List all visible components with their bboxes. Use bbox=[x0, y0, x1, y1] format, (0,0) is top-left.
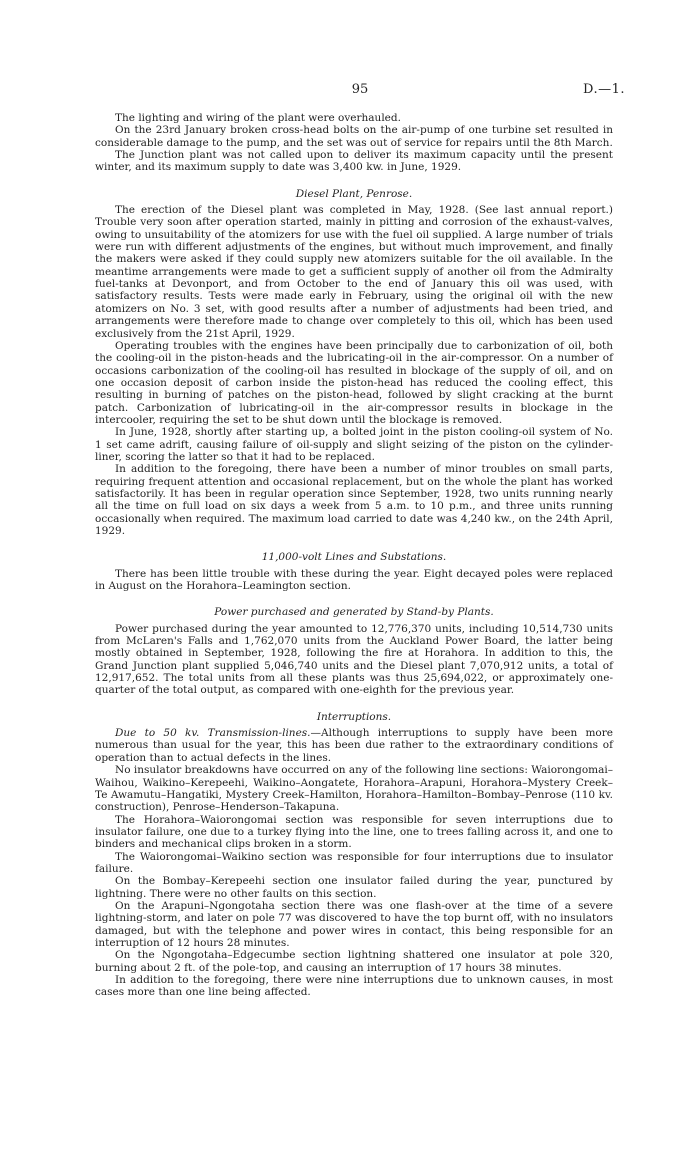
document-reference: D.—1. bbox=[583, 82, 625, 97]
document-body bbox=[95, 112, 613, 999]
paragraph: The Junction plant was not called upon to deliver its maximum capacity until the present winter, and its maximum supply to date was 3,400 kw. in June, 1929. bbox=[95, 149, 613, 174]
paragraph: In addition to the foregoing, there were nine interruptions due to unknown causes, in most cases more than one line being affected. bbox=[95, 974, 613, 999]
paragraph: Operating troubles with the engines have been principally due to carbonization of oil, both the cooling-oil in the piston-heads and the lubricating-oil in the air-compressor. On a number of occasions carbonization of the cooling-oil has resulted in blockage of the supply of oil, and on one occasion deposit of carbon inside the piston-head has reduced the cooling effect, this resulting in burning of patches on the piston-head, followed by slight cracking at the burnt patch. Carbonization of lubricating-oil in the air-compressor results in blockage in the intercooler, requiring the set to be shut down until the blockage is removed. bbox=[95, 339, 613, 426]
run-in-heading: Due to 50 kv. Transmission-lines. bbox=[115, 727, 311, 740]
paragraph: In June, 1928, shortly after starting up, a bolted joint in the piston cooling-oil system of No. 1 set came adrift, causing failure of oil-supply and slight seizing of the piston on the cylinder-liner, scoring the latter so that it had to be replaced. bbox=[95, 426, 613, 463]
section-heading-diesel-plant: Diesel Plant, Penrose. bbox=[295, 187, 413, 200]
paragraph: On the Ngongotaha–Edgecumbe section lightning shattered one insulator at pole 320, burning about 2 ft. of the pole-top, and causing an interruption of 17 hours 38 minutes. bbox=[95, 949, 613, 974]
paragraph: No insulator breakdowns have occurred on any of the following line sections: Waiorongomai–Waihou, Waikino–Kerepeehi, Waikino–Aongatete, Horahora–Arapuni, Horahora–Mystery Creek–Te Awamutu–Hangatiki, Mystery Creek–Hamilton, Horahora–Hamilton–Bombay–Penrose (110 kv. construction), Penrose–Henderson–Takapuna. bbox=[95, 764, 613, 814]
section-heading-power-purchased: Power purchased and generated by Stand-by Plants. bbox=[214, 606, 494, 619]
paragraph: In addition to the foregoing, there have been a number of minor troubles on small parts, requiring frequent attention and occasional replacement, but on the whole the plant has worked satisfactorily. It has been in regular operation since September, 1928, two units running nearly all the time on full load on six days a week from 5 a.m. to 10 p.m., and three units running occasionally when required. The maximum load carried to date was 4,240 kw., on the 24th April, 1929. bbox=[95, 463, 613, 537]
paragraph: The erection of the Diesel plant was completed in May, 1928. (See last annual report.) Trouble very soon after operation started, mainly in pitting and corrosion of the exhaust-valves, owing to unsuitability of the atomizers for use with the fuel oil supplied. A large number of trials were run with different adjustments of the engines, but without much improvement, and finally the makers were asked if they could supply new atomizers suitable for the oil available. In the meantime arrangements were made to get a sufficient supply of another oil from the Admiralty fuel-tanks at Devonport, and from October to the end of January this oil was used, with satisfactory results. Tests were made early in February, using the original oil with the new atomizers on No. 3 set, with good results after a number of adjustments had been tried, and arrangements were therefore made to change over completely to this oil, which has been used exclusively from the 21st April, 1929. bbox=[95, 204, 613, 340]
paragraph: The Horahora–Waiorongomai section was responsible for seven interruptions due to insulator failure, one due to a turkey flying into the line, one to trees falling across it, and one to binders and mechanical clips broken in a storm. bbox=[95, 813, 613, 851]
paragraph bbox=[95, 727, 613, 764]
paragraph-text: —Although interruptions to supply have been more numerous than usual for the year, this has been due rather to the extraordinary conditions of operation than to actual defects in the lines. bbox=[95, 727, 613, 764]
paragraph: The Waiorongomai–Waikino section was responsible for four interruptions due to insulator failure. bbox=[95, 850, 613, 875]
paragraph: On the Bombay–Kerepeehi section one insulator failed during the year, punctured by lightning. There were no other faults on this section. bbox=[95, 875, 613, 900]
paragraph: The lighting and wiring of the plant were overhauled. bbox=[115, 112, 401, 124]
page-header bbox=[95, 82, 625, 98]
section-heading-lines-substations: 11,000-volt Lines and Substations. bbox=[261, 551, 447, 564]
paragraph: Power purchased during the year amounted to 12,776,370 units, including 10,514,730 units from McLaren's Falls and 1,762,070 units from the Auckland Power Board, the latter being mostly obtained in September, 1928, following the fire at Horahora. In addition to this, the Grand Junction plant supplied 5,046,740 units and the Diesel plant 7,070,912 units, a total of 12,917,652. The total units from all these plants was thus 25,694,022, or approximately one-quarter of the total output, as compared with one-eighth for the previous year. bbox=[95, 622, 613, 697]
section-heading-interruptions: Interruptions. bbox=[316, 710, 392, 723]
paragraph: On the Arapuni–Ngongotaha section there was one flash-over at the time of a severe lightning-storm, and later on pole 77 was discovered to have the top burnt off, with no insulators damaged, but with the telephone and power wires in contact, this being responsible for an interruption of 12 hours 28 minutes. bbox=[95, 899, 613, 949]
paragraph: On the 23rd January broken cross-head bolts on the air-pump of one turbine set resulted in considerable damage to the pump, and the set was out of service for repairs until the 8th March. bbox=[95, 124, 613, 149]
page-number: 95 bbox=[351, 82, 369, 97]
paragraph: There has been little trouble with these during the year. Eight decayed poles were replaced in August on the Horahora–Leamington section. bbox=[95, 567, 613, 593]
